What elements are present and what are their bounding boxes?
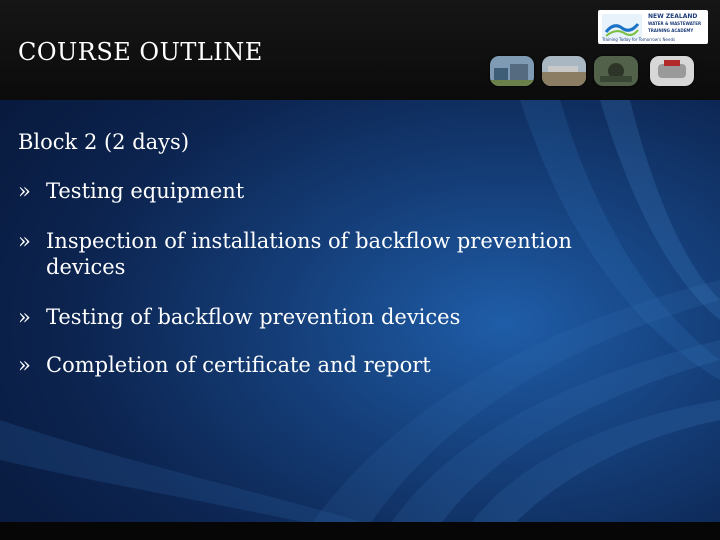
bullet-text: Testing equipment xyxy=(46,179,245,203)
bullet-text: Inspection of installations of backflow prevention devices xyxy=(46,229,572,279)
logo-brand-text xyxy=(648,13,706,34)
logo-brand-line2: WATER & WASTEWATER xyxy=(648,21,702,26)
logo-tagline: Training Today for Tomorrow's Needs xyxy=(602,37,676,42)
footer-band xyxy=(0,522,720,540)
block-title: Block 2 (2 days) xyxy=(18,130,190,154)
bullet-marker: » xyxy=(18,353,31,377)
bullet-marker: » xyxy=(18,305,31,329)
bullet-text: Completion of certificate and report xyxy=(46,353,431,377)
bullet-text: Testing of backflow prevention devices xyxy=(46,305,461,329)
academy-logo xyxy=(598,10,708,44)
photo-treatment-plant xyxy=(490,56,534,86)
header-photo-strip xyxy=(490,52,710,92)
bullet-marker: » xyxy=(18,229,31,253)
bullet-marker: » xyxy=(18,179,31,203)
logo-brand-line3: TRAINING ACADEMY xyxy=(648,28,694,33)
logo-brand-line1: NEW ZEALAND xyxy=(648,13,698,20)
photo-pipeline xyxy=(542,56,586,86)
photo-backflow-device xyxy=(650,56,694,86)
slide-title: COURSE OUTLINE xyxy=(18,38,263,66)
photo-equipment xyxy=(594,56,638,86)
